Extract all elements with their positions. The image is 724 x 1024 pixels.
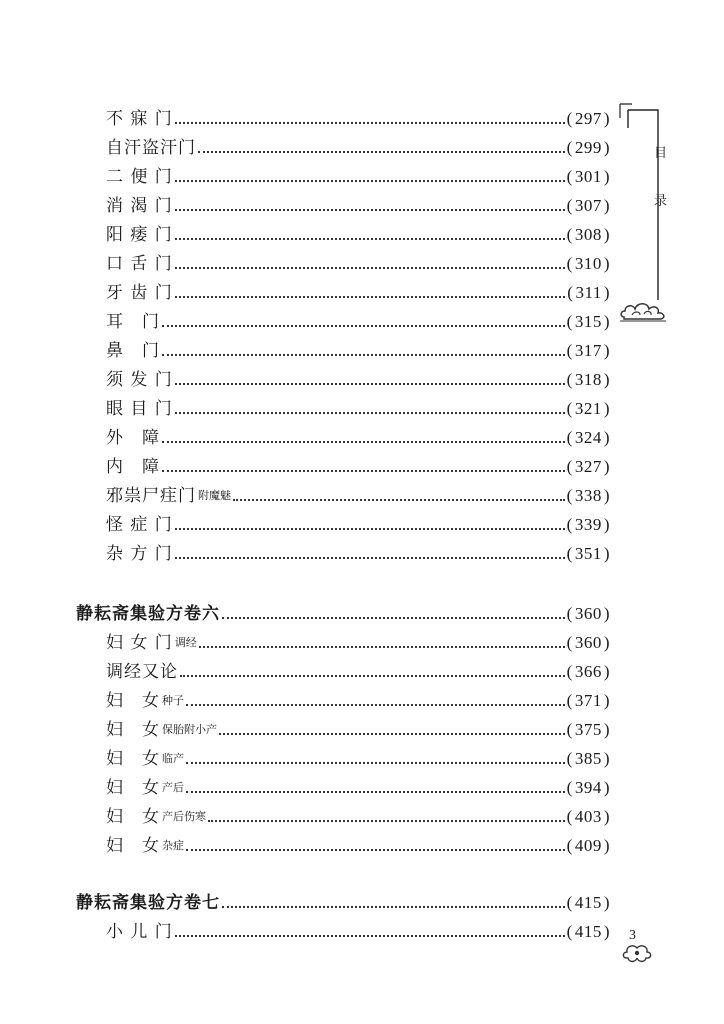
toc-entry[interactable] [106, 919, 610, 945]
dot-leader [186, 791, 565, 793]
page-ornament-icon [620, 944, 654, 966]
entry-title: 杂 方 门 [106, 544, 173, 564]
entry-page: ( 301 ) [566, 167, 610, 186]
toc-section-heading[interactable] [76, 601, 610, 627]
entry-title: 妇 女 [106, 807, 160, 827]
entry-page: ( 311 ) [567, 283, 610, 302]
entry-title: 眼 目 门 [106, 399, 173, 419]
entry-title: 妇 女 [106, 836, 160, 856]
entry-note: 杂症 [162, 839, 184, 852]
entry-page: ( 308 ) [566, 225, 610, 244]
dot-leader [175, 296, 565, 298]
entry-page: ( 318 ) [566, 370, 610, 389]
toc-entry[interactable] [106, 659, 610, 685]
dot-leader [175, 383, 565, 385]
entry-title: 妇 女 [106, 691, 160, 711]
toc-entry[interactable] [106, 396, 610, 422]
toc-entry[interactable] [106, 775, 610, 801]
dot-leader [175, 412, 565, 414]
dot-leader [222, 906, 565, 908]
dot-leader [219, 733, 565, 735]
sidebar-char-mu: 目 [654, 146, 668, 161]
dot-leader [162, 325, 565, 327]
entry-page: ( 409 ) [566, 836, 610, 855]
entry-page: ( 360 ) [566, 633, 610, 652]
dot-leader [233, 499, 565, 501]
entry-page: ( 360 ) [566, 604, 610, 623]
dot-leader [198, 151, 565, 153]
dot-leader [175, 180, 565, 182]
entry-title: 口 舌 门 [106, 254, 173, 274]
entry-title: 妇 女 [106, 778, 160, 798]
dot-leader [162, 354, 565, 356]
entry-page: ( 307 ) [566, 196, 610, 215]
sidebar-char-lu: 录 [654, 194, 668, 209]
dot-leader [208, 820, 565, 822]
dot-leader [175, 267, 565, 269]
toc-section-heading[interactable] [76, 890, 610, 916]
entry-title: 妇 女 [106, 749, 160, 769]
section-title: 静耘斋集验方卷七 [76, 893, 220, 913]
dot-leader [175, 238, 565, 240]
entry-note: 附魔魅 [198, 489, 231, 502]
entry-page: ( 338 ) [566, 486, 610, 505]
dot-leader [180, 675, 565, 677]
entry-title: 外 障 [106, 428, 160, 448]
dot-leader [162, 441, 565, 443]
entry-page: ( 297 ) [566, 109, 610, 128]
toc-entry[interactable] [106, 193, 610, 219]
toc-entry[interactable] [106, 425, 610, 451]
toc-entry[interactable] [106, 804, 610, 830]
toc-entry[interactable] [106, 833, 610, 859]
entry-note: 种子 [162, 694, 184, 707]
toc-entry[interactable] [106, 367, 610, 393]
entry-page: ( 371 ) [566, 691, 610, 710]
toc-entry[interactable] [106, 688, 610, 714]
toc-entry[interactable] [106, 717, 610, 743]
entry-note: 产后伤寒 [162, 810, 206, 823]
toc-entry[interactable] [106, 222, 610, 248]
dot-leader [162, 470, 565, 472]
entry-page: ( 351 ) [566, 544, 610, 563]
entry-title: 妇 女 门 [106, 633, 173, 653]
toc-entry[interactable] [106, 309, 610, 335]
entry-page: ( 299 ) [566, 138, 610, 157]
entry-title: 鼻 门 [106, 341, 160, 361]
toc-entry[interactable] [106, 483, 610, 509]
contents-sidebar [618, 100, 678, 350]
entry-title: 妇 女 [106, 720, 160, 740]
toc-entry[interactable] [106, 338, 610, 364]
entry-title: 阳 痿 门 [106, 225, 173, 245]
toc-entry[interactable] [106, 164, 610, 190]
dot-leader [199, 646, 565, 648]
toc-entry[interactable] [106, 251, 610, 277]
page-number: 3 [629, 928, 636, 943]
dot-leader [222, 617, 565, 619]
entry-page: ( 415 ) [566, 893, 610, 912]
entry-title: 自汗盗汗门 [106, 138, 196, 158]
entry-title: 邪祟尸疰门 [106, 486, 196, 506]
dot-leader [175, 935, 565, 937]
entry-title: 内 障 [106, 457, 160, 477]
entry-title: 不 寐 门 [106, 109, 173, 129]
dot-leader [175, 122, 565, 124]
dot-leader [175, 209, 565, 211]
toc-entry[interactable] [106, 135, 610, 161]
entry-title: 耳 门 [106, 312, 160, 332]
entry-page: ( 321 ) [566, 399, 610, 418]
entry-page: ( 310 ) [566, 254, 610, 273]
entry-page: ( 339 ) [566, 515, 610, 534]
entry-page: ( 327 ) [566, 457, 610, 476]
entry-note: 保胎附小产 [162, 723, 217, 736]
toc-entry[interactable] [106, 454, 610, 480]
toc-entry[interactable] [106, 106, 610, 132]
entry-page: ( 317 ) [566, 341, 610, 360]
entry-title: 小 儿 门 [106, 922, 173, 942]
dot-leader [175, 528, 565, 530]
dot-leader [186, 704, 565, 706]
toc-entry[interactable] [106, 512, 610, 538]
dot-leader [186, 849, 565, 851]
toc-entry[interactable] [106, 541, 610, 567]
entry-note: 临产 [162, 752, 184, 765]
entry-title: 调经又论 [106, 662, 178, 682]
dot-leader [186, 762, 565, 764]
entry-page: ( 375 ) [566, 720, 610, 739]
entry-page: ( 403 ) [566, 807, 610, 826]
entry-title: 牙 齿 门 [106, 283, 173, 303]
entry-note: 产后 [162, 781, 184, 794]
dot-leader [175, 557, 565, 559]
entry-title: 消 渴 门 [106, 196, 173, 216]
entry-note: 调经 [174, 636, 197, 649]
entry-page: ( 415 ) [566, 922, 610, 941]
entry-title: 怪 症 门 [106, 515, 173, 535]
entry-page: ( 324 ) [566, 428, 610, 447]
toc-entry[interactable] [106, 630, 610, 656]
entry-page: ( 385 ) [566, 749, 610, 768]
entry-page: ( 394 ) [566, 778, 610, 797]
entry-title: 须 发 门 [106, 370, 173, 390]
toc-entry[interactable] [106, 280, 610, 306]
toc-entry[interactable] [106, 746, 610, 772]
entry-title: 二 便 门 [106, 167, 173, 187]
section-title: 静耘斋集验方卷六 [76, 604, 220, 624]
sidebar-frame-icon [618, 100, 678, 300]
entry-page: ( 315 ) [566, 312, 610, 331]
entry-page: ( 366 ) [566, 662, 610, 681]
cloud-ornament-icon [618, 295, 670, 327]
